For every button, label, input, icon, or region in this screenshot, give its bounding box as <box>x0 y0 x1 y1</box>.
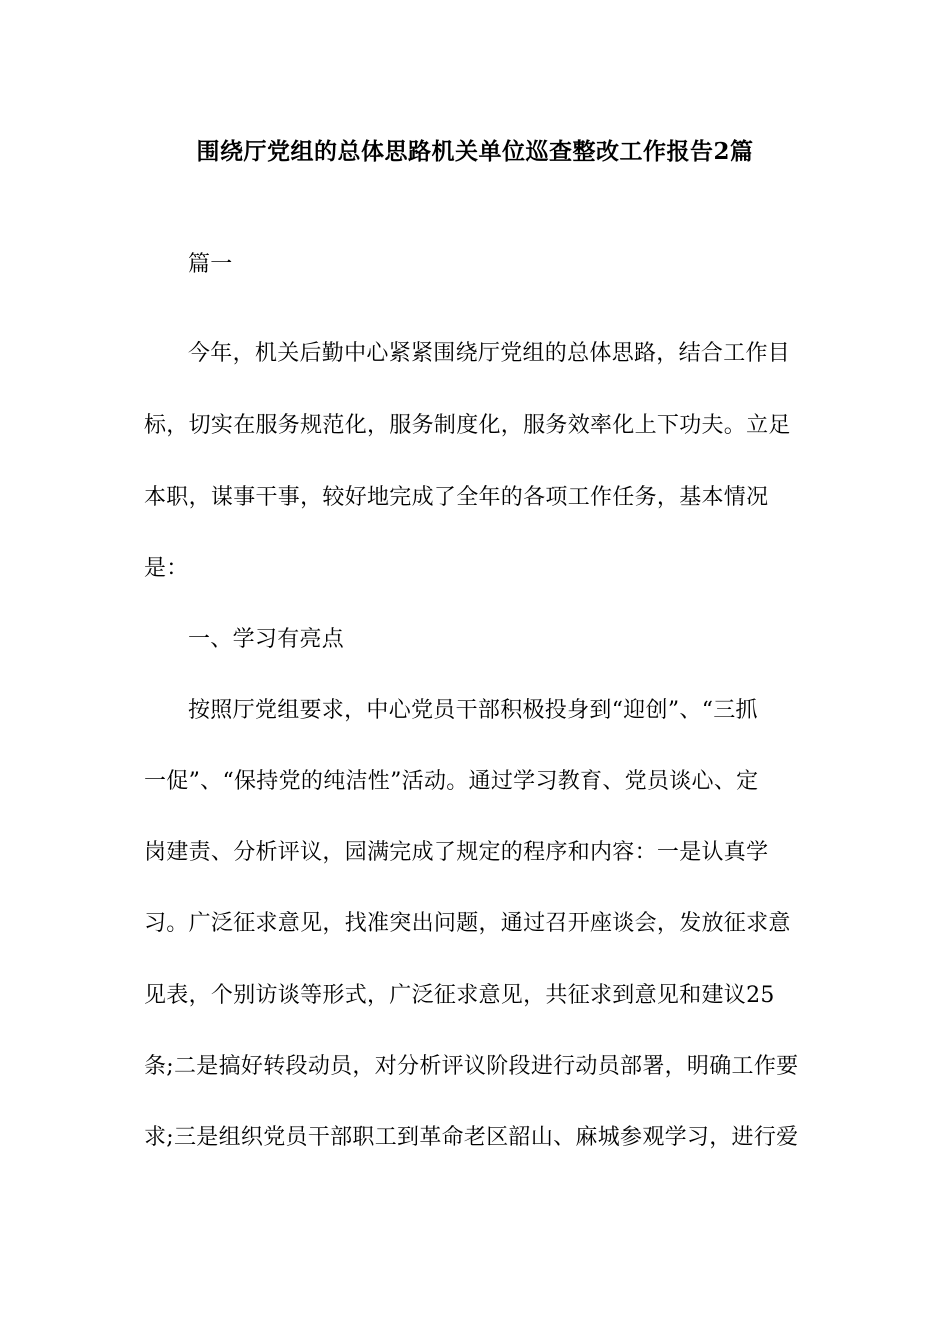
paragraph-line: 标，切实在服务规范化，服务制度化，服务效率化上下功夫。立足 <box>144 413 791 438</box>
paragraph-line: 条;二是搞好转段动员，对分析评议阶段进行动员部署，明确工作要 <box>144 1054 799 1079</box>
paragraph-line: 是： <box>144 556 189 581</box>
section-heading-part-one: 篇一 <box>188 252 233 277</box>
paragraph-line: 习。广泛征求意见，找准突出问题，通过召开座谈会，发放征求意 <box>144 911 791 936</box>
document-title: 围绕厅党组的总体思路机关单位巡查整改工作报告2篇 <box>196 138 754 165</box>
paragraph-line: 今年，机关后勤中心紧紧围绕厅党组的总体思路，结合工作目 <box>188 341 791 366</box>
paragraph-line: 岗建责、分析评议，园满完成了规定的程序和内容：一是认真学 <box>144 840 769 865</box>
paragraph-line: 见表，个别访谈等形式，广泛征求意见，共征求到意见和建议25 <box>144 983 775 1008</box>
paragraph-line: 求;三是组织党员干部职工到革命老区韶山、麻城参观学习，进行爱 <box>144 1125 799 1150</box>
paragraph-line: 本职，谋事干事，较好地完成了全年的各项工作任务，基本情况 <box>144 485 769 510</box>
paragraph-line: 按照厅党组要求，中心党员干部积极投身到“迎创”、“三抓 <box>188 698 758 723</box>
paragraph-line: 一促”、“保持党的纯洁性”活动。通过学习教育、党员谈心、定 <box>144 769 759 794</box>
section-heading-study: 一、学习有亮点 <box>188 627 345 652</box>
